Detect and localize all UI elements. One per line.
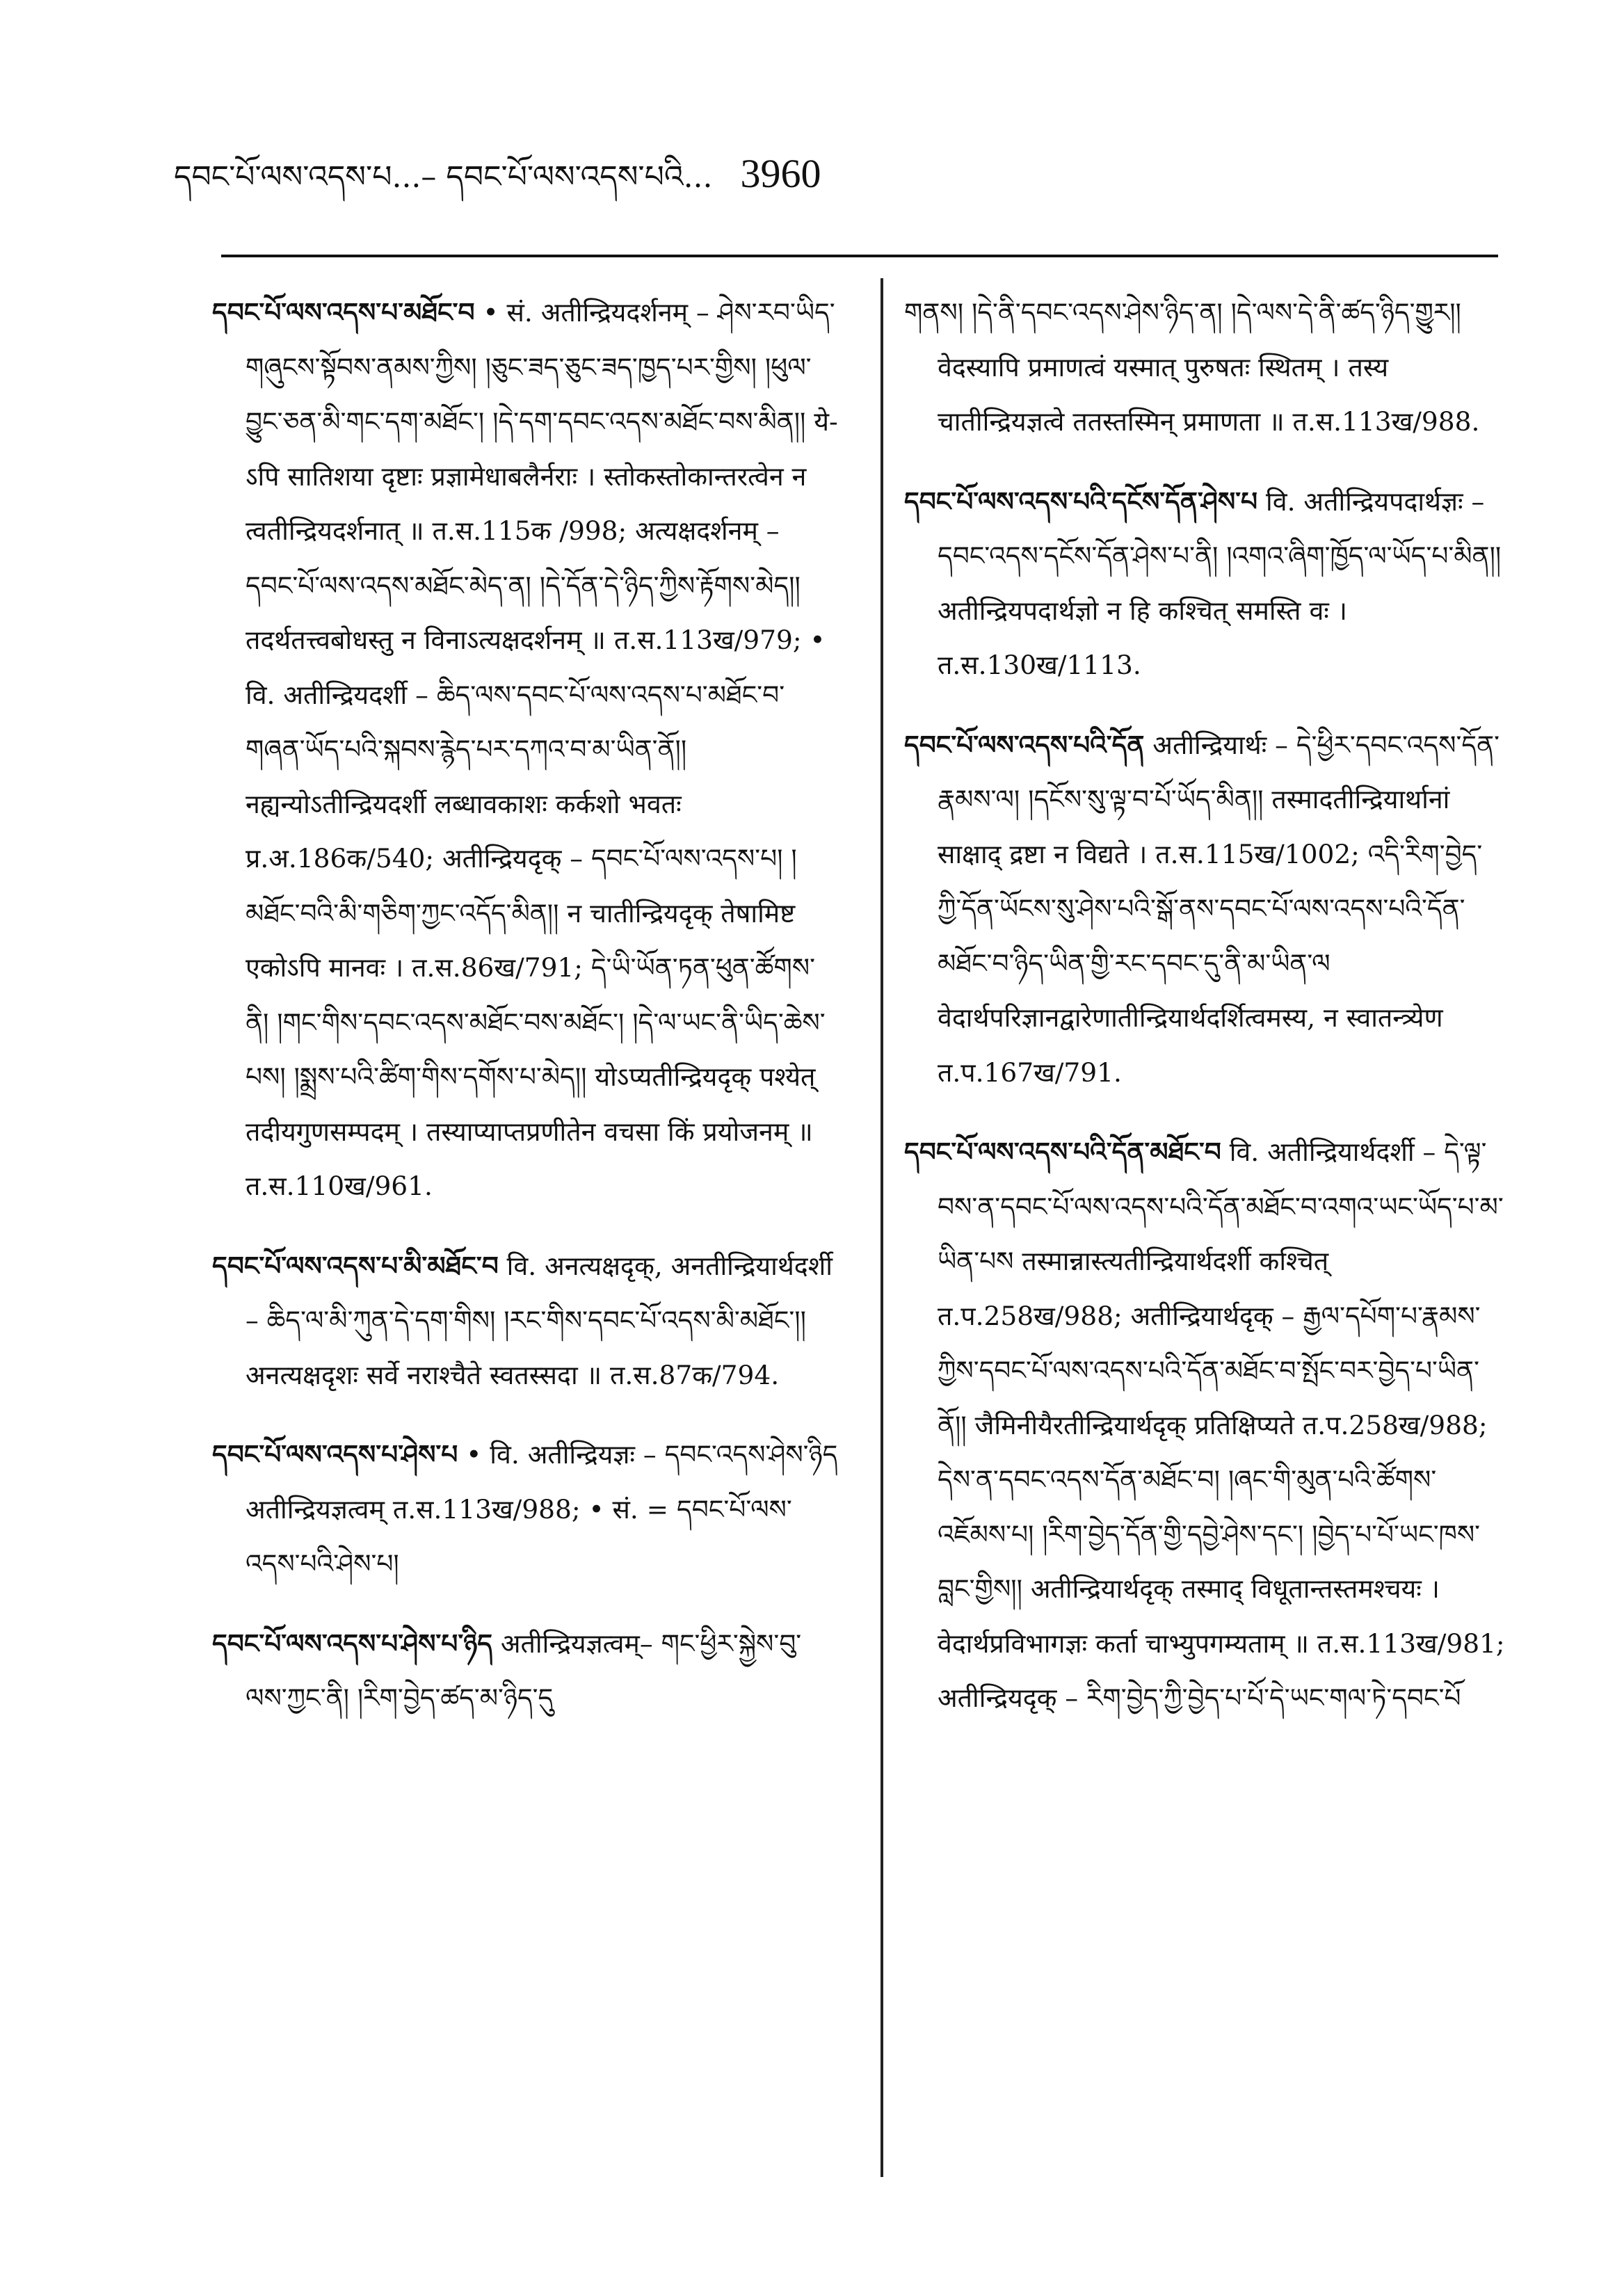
dictionary-entry xyxy=(904,1125,1506,1726)
entry-headword: དབང་པོ་ལས་འདས་པ་མཐོང་བ xyxy=(212,297,475,328)
entry-headword: དབང་པོ་ལས་འདས་པའི་དངོས་དོན་ཤེས་པ xyxy=(904,485,1258,517)
entry-text: वि. अनत्यक्षदृक्, अनतीन्द्रियार्थदर्शी – ཆིད་ལ་མི་ཀུན་དེ་དག་གིས། །རང་གིས་དབང་པོ་འདས་མི་མཐོང་།། अनत्यक्षदृशः सर्वे नराश्चैते स्वतस्सदा ॥ त.स.87क/794. xyxy=(246,1250,833,1390)
entry-headword: དབང་པོ་ལས་འདས་པའི་དོན xyxy=(904,729,1145,760)
entry-text: अतीन्द्रियार्थः – དེ་ཕྱིར་དབང་འདས་དོན་རྣམས་ལ། །དངོས་སུ་ལྟ་བ་པོ་ཡོད་མིན།། तस्मादतीन्द्रियार्थानां साक्षाद् द्रष्टा न विद्यते । त.स.115ख/1002; འདི་རིག་བྱེད་ཀྱི་དོན་ཡོངས་སུ་ཤེས་པའི་སྒོ་ནས་དབང་པོ་ལས་འདས་པའི་དོན་མཐོང་བ་ཉིད་ཡིན་གྱི་རང་དབང་དུ་ནི་མ་ཡིན་ལ वेदार्थपरिज्ञानद्वारेणातीन्द्रियार्थदर्शित्वमस्य, न स्वातन्त्र्येण त.प.167ख/791. xyxy=(938,729,1500,1088)
left-column xyxy=(212,285,838,1751)
entry-text: • सं. अतीन्द्रियदर्शनम् – ཤེས་རབ་ཡིད་གཞུངས་སྟོབས་ནམས་ཀྱིས། །ཅུང་ཟད་ཅུང་ཟད་ཁྱད་པར་གྱིས། །ཕུལ་བྱུང་ཅན་མི་གང་དག་མཐོང་། །དེ་དག་དབང་འདས་མཐོང་བས་མིན།། ये-ऽपि सातिशया दृष्टाः प्रज्ञामेधाबलैर्नराः । स्तोकस्तोकान्तरत्वेन न त्वतीन्द्रियदर्शनात् ॥ त.स.115क /998; अत्यक्षदर्शनम् – དབང་པོ་ལས་འདས་མཐོང་མེད་ན། །དེ་དོན་དེ་ཉིད་ཀྱིས་རྟོགས་མེད།། तदर्थतत्त्वबोधस्तु न विनाऽत्यक्षदर्शनम् ॥ त.स.113ख/979; • वि. अतीन्द्रियदर्शी – ཆིད་ལས་དབང་པོ་ལས་འདས་པ་མཐོང་བ་གཞན་ཡོད་པའི་སྐབས་རྙེད་པར་དཀའ་བ་མ་ཡིན་ནོ།། नह्यन्योऽतीन्द्रियदर्शी लब्धावकाशः कर्कशो भवतः प्र.अ.186क/540; अतीन्द्रियदृक् – དབང་པོ་ལས་འདས་པ། །མཐོང་བའི་མི་གཅིག་ཀྱང་འདོད་མིན།། न चातीन्द्रियदृक् तेषामिष्ट एकोऽपि मानवः । त.स.86ख/791; དེ་ཡི་ཡོན་ཏན་ཕུན་ཚོགས་ནི། །གང་གིས་དབང་འདས་མཐོང་བས་མཐོང་། །དེ་ལ་ཡང་ནི་ཡིད་ཆེས་པས། །སྨྲས་པའི་ཚིག་གིས་དགོས་པ་མེད།། योऽप्यतीन्द्रियदृक् पश्येत् तदीयगुणसम्पदम् । तस्याप्याप्तप्रणीतेन वचसा किं प्रयोजनम् ॥ त.स.110ख/961. xyxy=(246,297,838,1201)
entry-text: वि. अतीन्द्रियार्थदर्शी – དེ་ལྟ་བས་ན་དབང་པོ་ལས་འདས་པའི་དོན་མཐོང་བ་འགའ་ཡང་ཡོད་པ་མ་ཡིན་པས तस्मान्नास्त्यतीन्द्रियार्थदर्शी कश्चित् त.प.258ख/988; अतीन्द्रियार्थदृक् – རྒྱལ་དཔོག་པ་རྣམས་ཀྱིས་དབང་པོ་ལས་འདས་པའི་དོན་མཐོང་བ་སྤོང་བར་བྱེད་པ་ཡིན་ནོ།། जैमिनीयैरतीन्द्रियार्थदृक् प्रतिक्षिप्यते त.प.258ख/988; དེས་ན་དབང་འདས་དོན་མཐོང་བ། །ཞང་གི་མུན་པའི་ཚོགས་འཇོམས་པ། །རིག་བྱེད་དོན་གྱི་དབྱེ་ཤེས་དང་། །བྱེད་པ་པོ་ཡང་ཁས་བླང་གྱིས།། अतीन्द्रियार्थदृक् तस्माद् विधूतान्तस्तमश्चयः । वेदार्थप्रविभागज्ञः कर्ता चाभ्युपगम्यताम् ॥ त.स.113ख/981; अतीन्द्रियदृक् – རིག་བྱེད་ཀྱི་བྱེད་པ་པོ་དེ་ཡང་གལ་ཏེ་དབང་པོ xyxy=(938,1137,1505,1713)
right-column xyxy=(904,285,1506,1751)
column-divider xyxy=(881,278,883,2177)
entry-headword: དབང་པོ་ལས་འདས་པ་ཤེས་པ xyxy=(212,1439,458,1470)
entry-text: अतीन्द्रियज्ञत्वम्– གང་ཕྱིར་སྐྱེས་བུ་ལས་ཀྱང་ནི། །རིག་བྱེད་ཚད་མ་ཉིད་དུ xyxy=(246,1628,802,1713)
dictionary-entry-continued xyxy=(904,285,1506,449)
dictionary-entry xyxy=(212,285,838,1214)
entry-text: གནས། །དེ་ནི་དབང་འདས་ཤེས་ཉིད་ན། །དེ་ལས་དེ་ནི་ཚད་ཉིད་གྱུར།། वेदस्यापि प्रमाणत्वं यस्मात् पुरुषतः स्थितम् । तस्य चातीन्द्रियज्ञत्वे ततस्तस्मिन् प्रमाणता ॥ त.स.113ख/988. xyxy=(904,297,1480,437)
running-header xyxy=(174,143,821,229)
dictionary-entry xyxy=(904,718,1506,1100)
dictionary-entry xyxy=(212,1239,838,1403)
entry-headword: དབང་པོ་ལས་འདས་པའི་དོན་མཐོང་བ xyxy=(904,1137,1221,1167)
dictionary-entry xyxy=(212,1616,838,1726)
header-range: དབང་པོ་ལས་འདས་པ...– དབང་པོ་ལས་འདས་པའི... xyxy=(174,159,713,195)
entry-text: वि. अतीन्द्रियपदार्थज्ञः – དབང་འདས་དངོས་དོན་ཤེས་པ་ནི། །འགའ་ཞིག་ཁྱོད་ལ་ཡོད་པ་མིན།། अतीन्द्रियपदार्थज्ञो न हि कश्चित् समस्ति वः । त.स.130ख/1113. xyxy=(938,485,1502,680)
dictionary-entry xyxy=(904,474,1506,693)
entry-text: • वि. अतीन्द्रियज्ञः – དབང་འདས་ཤེས་ཉིད अतीन्द्रियज्ञत्वम् त.स.113ख/988; • सं. = དབང་པོ་ལས་འདས་པའི་ཤེས་པ། xyxy=(246,1439,838,1579)
entry-headword: དབང་པོ་ལས་འདས་པ་ཤེས་པ་ཉིད xyxy=(212,1628,492,1659)
entry-headword: དབང་པོ་ལས་འདས་པ་མི་མཐོང་བ xyxy=(212,1250,499,1281)
dictionary-entry xyxy=(212,1427,838,1591)
header-rule xyxy=(221,255,1498,257)
page-number: 3960 xyxy=(740,151,821,196)
